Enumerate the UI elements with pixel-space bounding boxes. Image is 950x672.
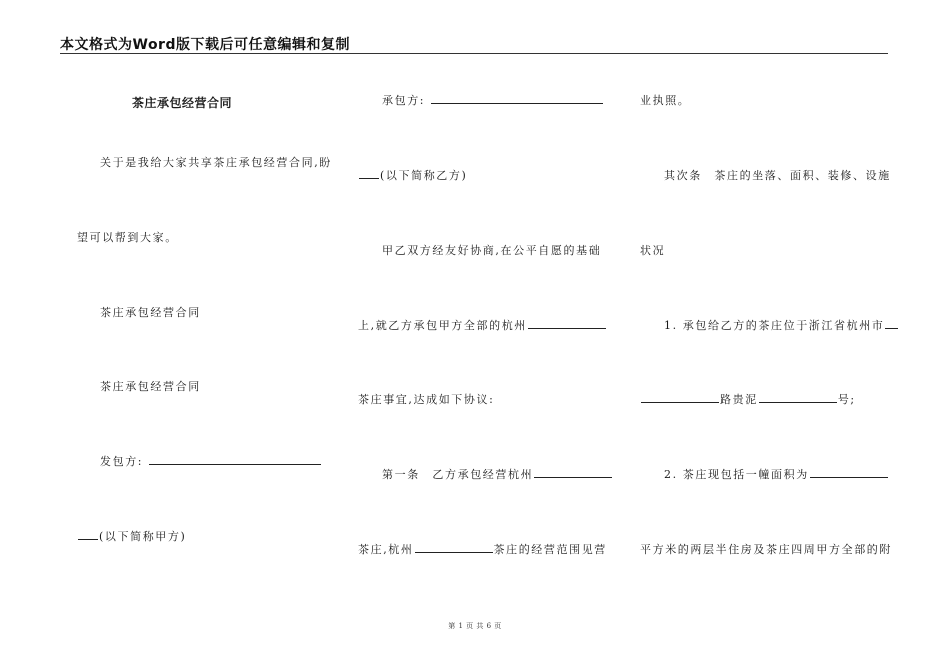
party-a-blank[interactable] bbox=[149, 454, 321, 465]
party-a-note: (以下简称甲方) bbox=[99, 530, 187, 543]
intro-line-2: 望可以帮到大家。 bbox=[77, 231, 178, 244]
subheading-2: 茶庄承包经营合同 bbox=[100, 380, 201, 393]
party-b-line bbox=[382, 92, 604, 108]
agreement-line-3: 茶庄事宜,达成如下协议: bbox=[358, 393, 495, 406]
status-line: 状况 bbox=[640, 244, 666, 257]
article-2-heading: 其次条 茶庄的坐落、面积、装修、设施 bbox=[664, 169, 891, 182]
hangzhou-blank-1[interactable] bbox=[528, 318, 606, 329]
license-line: 业执照。 bbox=[640, 94, 691, 107]
document-header: 本文格式为Word版下载后可任意编辑和复制 bbox=[60, 37, 350, 53]
number-label: 号; bbox=[837, 393, 856, 406]
item-2-text: 2. 茶庄现包括一幢面积为 bbox=[664, 468, 809, 481]
agreement-line-2-text: 上,就乙方承包甲方全部的杭州 bbox=[358, 319, 527, 332]
area-blank[interactable] bbox=[810, 467, 888, 478]
party-a-label: 发包方: bbox=[100, 455, 144, 468]
article-1-text: 第一条 乙方承包经营杭州 bbox=[382, 468, 534, 481]
party-a-note-line bbox=[77, 528, 186, 544]
party-b-label: 承包方: bbox=[382, 94, 426, 107]
intro-line-1: 关于是我给大家共享茶庄承包经营合同,盼 bbox=[100, 156, 332, 169]
subheading-1: 茶庄承包经营合同 bbox=[100, 306, 201, 319]
page-footer: 第 1 页 共 6 页 bbox=[448, 622, 502, 630]
party-b-note: (以下简称乙方) bbox=[380, 169, 468, 182]
party-b-note-blank[interactable] bbox=[359, 168, 379, 179]
article-1-line bbox=[382, 466, 613, 482]
item-1-line bbox=[664, 317, 899, 333]
road-label: 路贵泥 bbox=[720, 393, 758, 406]
hangzhou-blank-2[interactable] bbox=[534, 467, 612, 478]
hangzhou-blank-3[interactable] bbox=[415, 542, 493, 553]
party-b-blank[interactable] bbox=[431, 93, 603, 104]
item-2-line bbox=[664, 466, 889, 482]
article-1-cont-start: 茶庄,杭州 bbox=[358, 543, 414, 556]
agreement-line-1: 甲乙双方经友好协商,在公平自愿的基础 bbox=[382, 244, 602, 257]
party-b-note-line bbox=[358, 167, 467, 183]
city-blank[interactable] bbox=[885, 318, 898, 329]
agreement-line-2 bbox=[358, 317, 607, 333]
number-blank[interactable] bbox=[759, 392, 837, 403]
article-1-cont-end: 茶庄的经营范围见营 bbox=[493, 543, 607, 556]
document-title: 茶庄承包经营合同 bbox=[132, 96, 233, 110]
item-2-continued: 平方米的两层半住房及茶庄四周甲方全部的附 bbox=[640, 543, 892, 556]
party-a-note-blank[interactable] bbox=[78, 529, 98, 540]
road-blank[interactable] bbox=[641, 392, 719, 403]
item-1-text: 1. 承包给乙方的茶庄位于浙江省杭州市 bbox=[664, 319, 885, 332]
article-1-continued bbox=[358, 541, 607, 557]
header-rule bbox=[60, 53, 888, 54]
address-line bbox=[640, 391, 856, 407]
party-a-line bbox=[100, 453, 322, 469]
